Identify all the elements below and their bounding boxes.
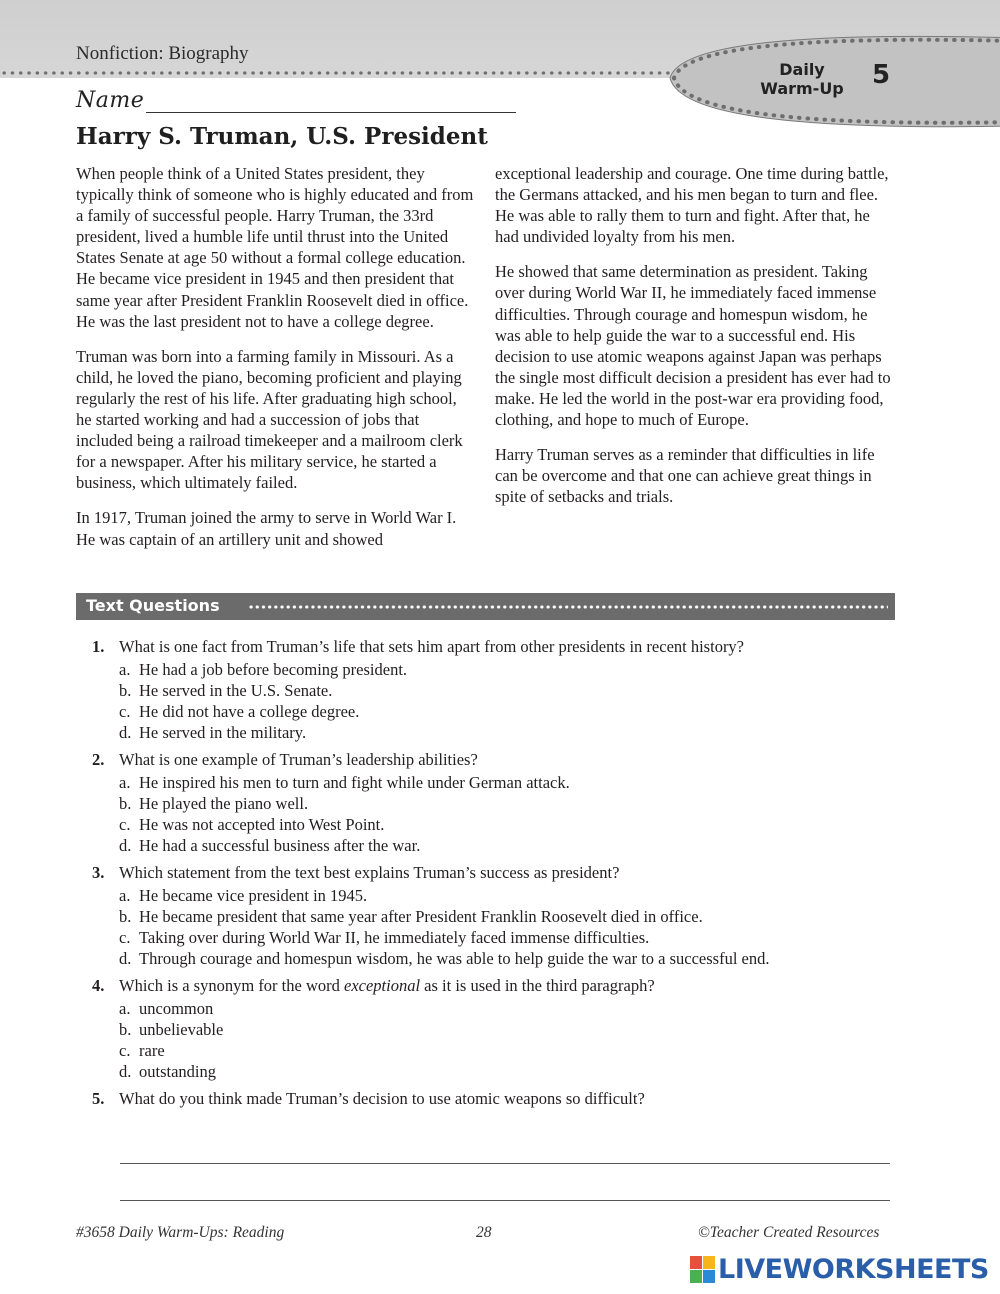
passage-paragraph: In 1917, Truman joined the army to serve in World War I. He was captain of an artillery unit and showed <box>76 508 457 549</box>
option-letter: c. <box>119 1041 131 1060</box>
answer-option[interactable] <box>119 722 902 743</box>
option-text: He had a successful business after the war. <box>139 836 421 855</box>
answer-option[interactable] <box>119 948 902 969</box>
text-questions-header <box>76 593 895 620</box>
footer-book-title: #3658 Daily Warm-Ups: Reading <box>76 1224 285 1241</box>
passage-column-right <box>495 163 895 521</box>
option-letter: b. <box>119 1020 132 1039</box>
option-text: He inspired his men to turn and fight while under German attack. <box>139 773 570 792</box>
badge-number: 5 <box>872 60 891 90</box>
answer-line-2[interactable] <box>120 1200 890 1201</box>
question-3 <box>92 862 902 969</box>
answer-option[interactable] <box>119 680 902 701</box>
option-text: He became vice president in 1945. <box>139 886 368 905</box>
question-number: 3. <box>92 863 105 882</box>
option-letter: d. <box>119 949 132 968</box>
option-letter: b. <box>119 681 132 700</box>
text-questions-label: Text Questions <box>86 596 220 615</box>
answer-option[interactable] <box>119 885 902 906</box>
option-letter: a. <box>119 660 131 679</box>
answer-option[interactable] <box>119 814 902 835</box>
passage-paragraph: exceptional leadership and courage. One time during battle, the Germans attacked, and his men began to turn and flee. He was able to rally them to turn and fight. After that, he had undivided loyalty from his men. <box>495 164 889 247</box>
question-stem-part: as it is used in the third paragraph? <box>420 976 655 995</box>
option-text: Taking over during World War II, he immediately faced immense difficulties. <box>139 928 650 947</box>
option-text: He became president that same year after President Franklin Roosevelt died in office. <box>139 907 703 926</box>
question-number: 2. <box>92 750 105 769</box>
question-stem: What is one example of Truman’s leadership abilities? <box>119 750 478 769</box>
option-letter: b. <box>119 794 132 813</box>
answer-option[interactable] <box>119 793 902 814</box>
passage-paragraph: Harry Truman serves as a reminder that difficulties in life can be overcome and that one can achieve great things in spite of setbacks and trials. <box>495 445 875 507</box>
liveworksheets-logo-icon <box>690 1256 714 1282</box>
option-letter: d. <box>119 836 132 855</box>
option-text: He served in the military. <box>139 723 307 742</box>
badge-title-line2: Warm-Up <box>760 79 844 98</box>
answer-option[interactable] <box>119 1019 902 1040</box>
option-text: He played the piano well. <box>139 794 309 813</box>
option-text: outstanding <box>139 1062 216 1081</box>
option-letter: c. <box>119 815 131 834</box>
option-text: He did not have a college degree. <box>139 702 360 721</box>
question-number: 4. <box>92 976 105 995</box>
option-text: Through courage and homespun wisdom, he was able to help guide the war to a successful end. <box>139 949 770 968</box>
question-stem: What do you think made Truman’s decision to use atomic weapons so difficult? <box>119 1089 645 1108</box>
option-text: He had a job before becoming president. <box>139 660 408 679</box>
text-questions-dots <box>248 604 888 610</box>
option-letter: d. <box>119 723 132 742</box>
question-stem-part: Which is a synonym for the word <box>119 976 344 995</box>
category-label: Nonfiction: Biography <box>76 43 249 64</box>
passage-paragraph: He showed that same determination as president. Taking over during World War II, he immediately faced immense difficulties. Through courage and homespun wisdom, he was able to help guide the war to a successful end. His decision to use atomic weapons against Japan was perhaps the single most difficult decision a president has ever had to make. He led the world in the post-war era providing food, clothing, and hope to much of Europe. <box>495 262 891 430</box>
question-stem <box>119 975 655 997</box>
name-label: Name <box>76 88 145 113</box>
question-4 <box>92 975 902 1082</box>
answer-option[interactable] <box>119 998 902 1019</box>
answer-option[interactable] <box>119 927 902 948</box>
passage-paragraph: When people think of a United States president, they typically think of someone who is highly educated and from a family of successful people. Harry Truman, the 33rd president, lived a humble life until thrust into the United States Senate at age 50 without a formal college education. He became vice president in 1945 and then president that same year after President Franklin Roosevelt died in office. He was the last president not to have a college degree. <box>76 164 474 331</box>
liveworksheets-logo-text: LIVEWORKSHEETS <box>718 1253 989 1285</box>
footer-copyright: ©Teacher Created Resources <box>698 1224 880 1241</box>
option-letter: a. <box>119 886 131 905</box>
passage-paragraph: Truman was born into a farming family in Missouri. As a child, he loved the piano, becoming proficient and playing regularly the rest of his life. After graduating high school, he started working and had a succession of jobs that included being a railroad timekeeper and a mailroom clerk for a newspaper. After his military service, he started a business, which ultimately failed. <box>76 346 463 493</box>
question-number: 5. <box>92 1089 105 1108</box>
name-field[interactable] <box>76 88 526 118</box>
answer-option[interactable] <box>119 906 902 927</box>
page-title: Harry S. Truman, U.S. President <box>76 123 488 150</box>
option-letter: c. <box>119 928 131 947</box>
name-line[interactable] <box>146 112 516 113</box>
header-dot-divider <box>0 70 690 76</box>
liveworksheets-logo[interactable] <box>690 1252 990 1286</box>
answer-option[interactable] <box>119 772 902 793</box>
badge-title-line1: Daily <box>779 60 825 79</box>
option-letter: c. <box>119 702 131 721</box>
option-text: He was not accepted into West Point. <box>139 815 385 834</box>
question-number: 1. <box>92 637 105 656</box>
question-stem: Which statement from the text best explains Truman’s success as president? <box>119 863 620 882</box>
answer-option[interactable] <box>119 701 902 722</box>
option-letter: d. <box>119 1062 132 1081</box>
footer-page-number: 28 <box>476 1224 492 1241</box>
option-text: He served in the U.S. Senate. <box>139 681 333 700</box>
option-text: uncommon <box>139 999 214 1018</box>
option-letter: a. <box>119 999 131 1018</box>
answer-option[interactable] <box>119 1061 902 1082</box>
question-5 <box>92 1088 902 1110</box>
question-1 <box>92 636 902 743</box>
vocabulary-word: exceptional <box>344 976 421 995</box>
answer-option[interactable] <box>119 835 902 856</box>
option-text: unbelievable <box>139 1020 224 1039</box>
option-letter: a. <box>119 773 131 792</box>
question-2 <box>92 749 902 856</box>
question-stem: What is one fact from Truman’s life that sets him apart from other presidents in recent history? <box>119 637 745 656</box>
option-letter: b. <box>119 907 132 926</box>
answer-option[interactable] <box>119 1040 902 1061</box>
badge-title <box>740 60 864 98</box>
passage-column-left <box>76 163 476 564</box>
question-list <box>92 636 902 1116</box>
answer-line-1[interactable] <box>120 1163 890 1164</box>
option-text: rare <box>139 1041 165 1060</box>
answer-option[interactable] <box>119 659 902 680</box>
